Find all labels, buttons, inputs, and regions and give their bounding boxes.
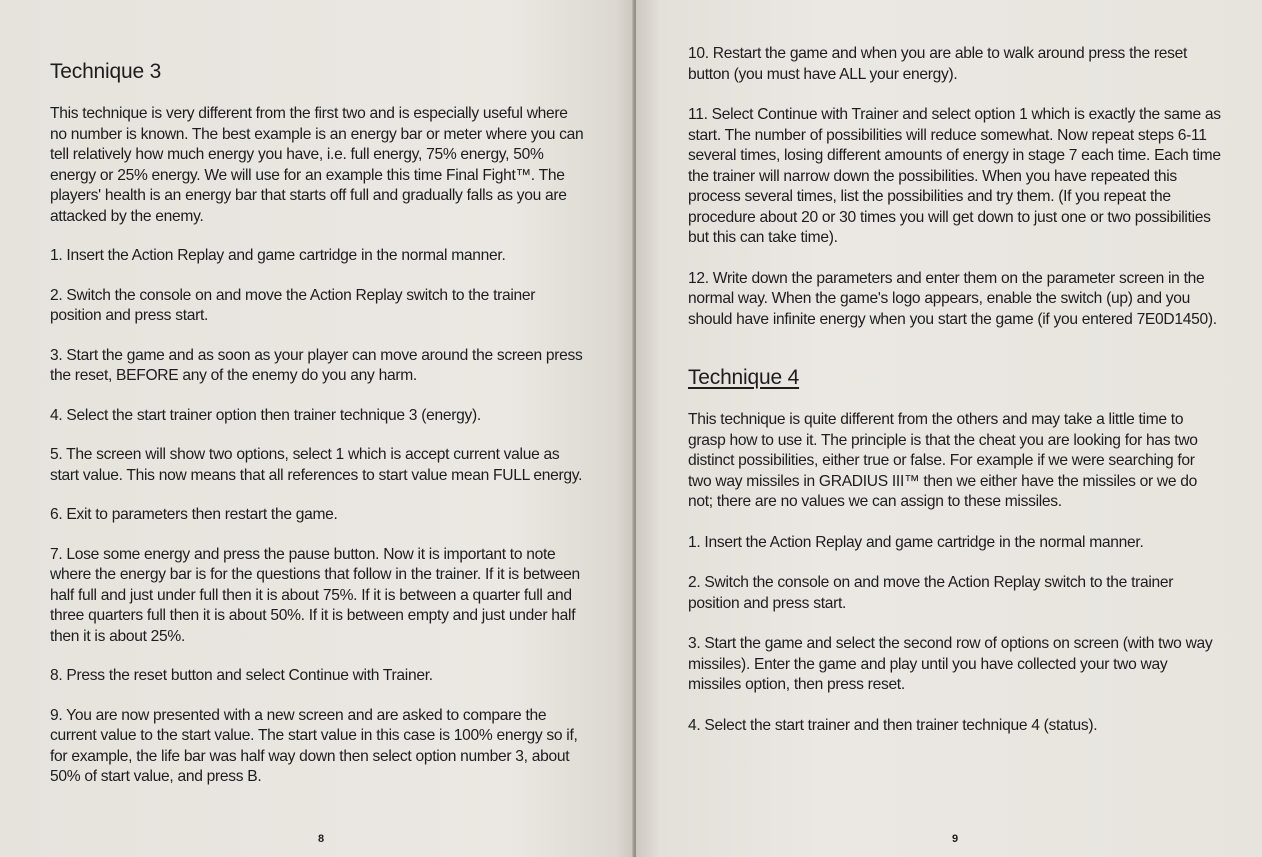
t3-step-8: 8. Press the reset button and select Continue with Trainer.	[50, 667, 433, 684]
t3-step-4: 4. Select the start trainer option then trainer technique 3 (energy).	[50, 406, 481, 424]
t3-step-12: 12. Write down the parameters and enter them on the parameter screen in the normal way. When the game's logo appears, enable the switch (up) and you should have infinite energy when you start the game (if you entered 7E0D1450).	[688, 269, 1217, 328]
technique-3-heading: Technique 3	[50, 60, 162, 83]
page-number-left: 8	[318, 833, 325, 845]
t4-step-3: 3. Start the game and select the second row of options on screen (with two way missiles). Enter the game and play until you have collected your two way missiles option, then press reset.	[688, 635, 1213, 693]
technique-3-intro: This technique is very different from the first two and is especially useful where no number is known. The best example is an energy bar or meter where you can tell relatively how much energy you have, i.e. full energy, 75% energy, 50% energy or 25% energy. We will use for an example this time Final Fight™. The players' health is an energy bar that starts off full and gradually falls as you are attacked by the enemy.	[50, 105, 584, 225]
t3-step-11: 11. Select Continue with Trainer and select option 1 which is exactly the same as start. The number of possibilities will reduce somewhat. Now repeat steps 6-11 several times, losing different amounts of energy in stage 7 each time. Each time the trainer will narrow down the possibilities. When you have repeated this process several times, list the possibilities and try them. (If you repeat the procedure about 20 or 30 times you will get down to just one or two possibilities but this can take time).	[688, 106, 1221, 246]
right-page	[636, 0, 1262, 857]
t3-step-9: 9. You are now presented with a new screen and are asked to compare the current value to the start value. The start value in this case is 100% energy so if, for example, the life bar was half way down then select option number 3, about 50% of start value, and press B.	[50, 706, 578, 785]
t4-step-2: 2. Switch the console on and move the Action Replay switch to the trainer position and press start.	[688, 574, 1174, 612]
t3-step-1: 1. Insert the Action Replay and game cartridge in the normal manner.	[50, 247, 506, 264]
t3-step-2: 2. Switch the console on and move the Action Replay switch to the trainer position and press start.	[50, 286, 536, 324]
t4-step-1: 1. Insert the Action Replay and game cartridge in the normal manner.	[688, 533, 1144, 551]
page-number-right: 9	[952, 833, 959, 845]
technique-4-heading: Technique 4	[688, 366, 800, 389]
t3-step-3: 3. Start the game and as soon as your player can move around the screen press the reset, BEFORE any of the enemy do you any harm.	[50, 346, 583, 384]
t3-step-5: 5. The screen will show two options, select 1 which is accept current value as start value. This now means that all references to start value mean FULL energy.	[50, 446, 583, 484]
t3-step-7: 7. Lose some energy and press the pause button. Now it is important to note where the energy bar is for the questions that follow in the trainer. If it is between half full and just under full then it is about 75%. If it is between a quarter full and three quarters full then it is about 50%. If it is between empty and just under half then it is about 25%.	[50, 545, 580, 645]
technique-4-intro: This technique is quite different from the others and may take a little time to grasp how to use it. The principle is that the cheat you are looking for has two distinct possibilities, either true or false. For example if we were searching for two way missiles in GRADIUS III™ then we either have the missiles or we do not; there are no values we can assign to these missiles.	[688, 411, 1198, 510]
t4-step-4: 4. Select the start trainer and then trainer technique 4 (status).	[688, 716, 1098, 734]
t3-step-10: 10. Restart the game and when you are able to walk around press the reset button (you must have ALL your energy).	[688, 45, 1188, 83]
t3-step-6: 6. Exit to parameters then restart the game.	[50, 506, 338, 523]
